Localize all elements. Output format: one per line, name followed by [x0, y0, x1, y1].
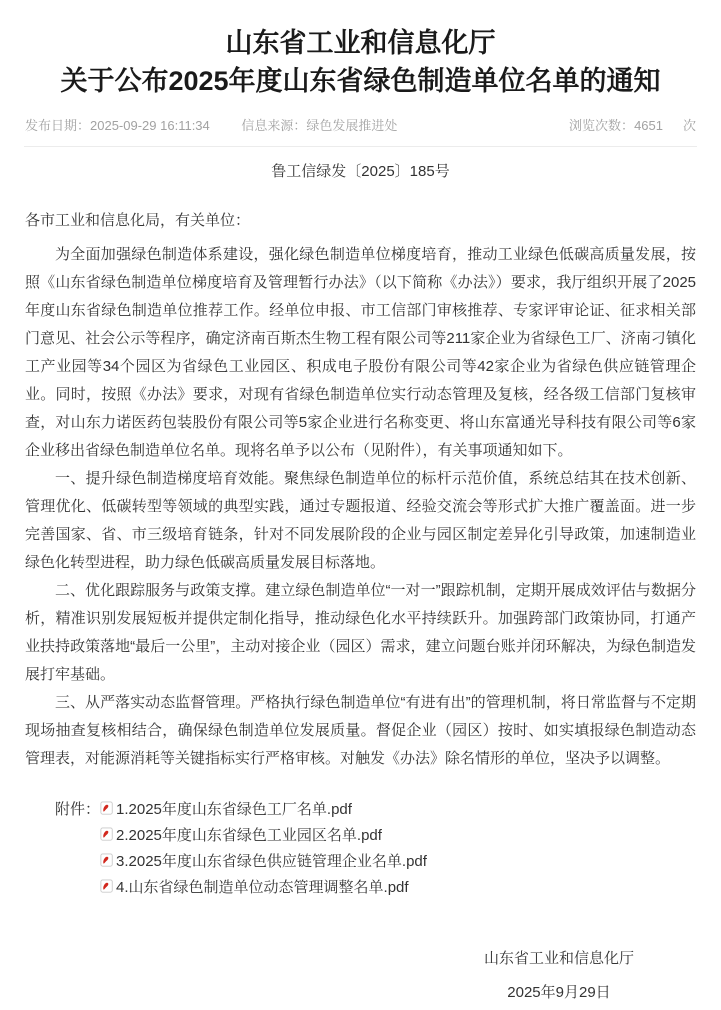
paragraph-intro: 为全面加强绿色制造体系建设，强化绿色制造单位梯度培育，推动工业绿色低碳高质量发展，按照《山东省绿色制造单位梯度培育及管理暂行办法》（以下简称《办法》）要求，我厅组织开展了2025年度山东省绿色制造单位推荐工作。经单位申报、市工信部门审核推荐、专家评审论证、征求相关部门意见、社会公示等程序，确定济南百斯杰生物工程有限公司等211家企业为省绿色工厂、济南刁镇化工产业园等34个园区为省绿色工业园区、积成电子股份有限公司等42家企业为省绿色供应链管理企业。同时，按照《办法》要求，对现有省绿色制造单位实行动态管理及复核，经各级工信部门复核审查，对山东力诺医药包装股份有限公司等5家企业进行名称变更、将山东富通光导科技有限公司等6家企业移出省绿色制造单位名单。现将名单予以公布（见附件），有关事项通知如下。: [25, 246, 696, 459]
views-count: 4651: [634, 118, 663, 133]
signature-department: 山东省工业和信息化厅: [483, 950, 634, 967]
publish-date: [25, 118, 210, 133]
notice-page: [0, 24, 721, 1001]
header-divider: [24, 146, 697, 147]
pdf-icon: [100, 879, 114, 893]
pdf-icon: [100, 853, 114, 867]
document-number: 鲁工信绿发〔2025〕185号: [271, 163, 450, 180]
publish-date-label: 发布日期：: [25, 118, 91, 133]
attachments-block: [25, 797, 696, 900]
attachment-name: 1.2025年度山东省绿色工厂名单.pdf: [116, 801, 352, 818]
signature-inner: [484, 942, 634, 1010]
salutation: 各市工业和信息化局，有关单位：: [25, 212, 251, 229]
paragraph-item-1: 一、提升绿色制造梯度培育效能。聚焦绿色制造单位的标杆示范价值，系统总结其在技术创新、管理优化、低碳转型等领域的典型实践，通过专题报道、经验交流会等形式扩大推广覆盖面。进一步完善国家、省、市三级培育链条，针对不同发展阶段的企业与园区制定差异化引导政策，加速制造业绿色化转型进程，助力绿色低碳高质量发展目标落地。: [25, 470, 696, 571]
attachment-link-4[interactable]: [100, 875, 696, 900]
attachment-link-2[interactable]: [100, 823, 696, 848]
attachment-link-3[interactable]: [100, 849, 696, 874]
paragraph-item-3: 三、从严落实动态监督管理。严格执行绿色制造单位“有进有出”的管理机制，将日常监督与不定期现场抽查复核相结合，确保绿色制造单位发展质量。督促企业（园区）按时、如实填报绿色制造动态管理表，对能源消耗等关键指标实行严格审核。对触发《办法》除名情形的单位，坚决予以调整。: [25, 694, 696, 767]
page-title: [30, 24, 691, 100]
attachments-list: [100, 797, 696, 900]
attachments-label: 附件：: [55, 801, 101, 818]
meta-right: [569, 115, 696, 134]
views-label: 浏览次数：: [569, 118, 635, 133]
page-title-line2: 关于公布2025年度山东省绿色制造单位名单的通知: [60, 66, 661, 96]
meta-row: [0, 115, 721, 134]
meta-left: [25, 115, 425, 134]
views-unit: 次: [682, 118, 696, 133]
publish-date-value: 2025-09-29 16:11:34: [90, 118, 210, 133]
signature-date: 2025年9月29日: [507, 984, 611, 1001]
signature-block: [25, 942, 696, 1010]
attachment-name: 4.山东省绿色制造单位动态管理调整名单.pdf: [116, 879, 409, 896]
pdf-icon: [100, 801, 114, 815]
page-title-line1: 山东省工业和信息化厅: [225, 28, 496, 58]
info-source-label: 信息来源：: [241, 118, 307, 133]
info-source: [241, 118, 397, 133]
attachment-name: 3.2025年度山东省绿色供应链管理企业名单.pdf: [116, 853, 427, 870]
pdf-icon: [100, 827, 114, 841]
info-source-value: 绿色发展推进处: [306, 118, 398, 133]
attachment-name: 2.2025年度山东省绿色工业园区名单.pdf: [116, 827, 382, 844]
paragraph-item-2: 二、优化跟踪服务与政策支撑。建立绿色制造单位“一对一”跟踪机制，定期开展成效评估与数据分析，精准识别发展短板并提供定制化指导，推动绿色化水平持续跃升。加强跨部门政策协同，打通产业扶持政策落地“最后一公里”，主动对接企业（园区）需求，建立问题台账并闭环解决，为绿色制造发展打牢基础。: [25, 582, 696, 683]
attachment-link-1[interactable]: [100, 797, 696, 822]
notice-body: [0, 207, 721, 1010]
